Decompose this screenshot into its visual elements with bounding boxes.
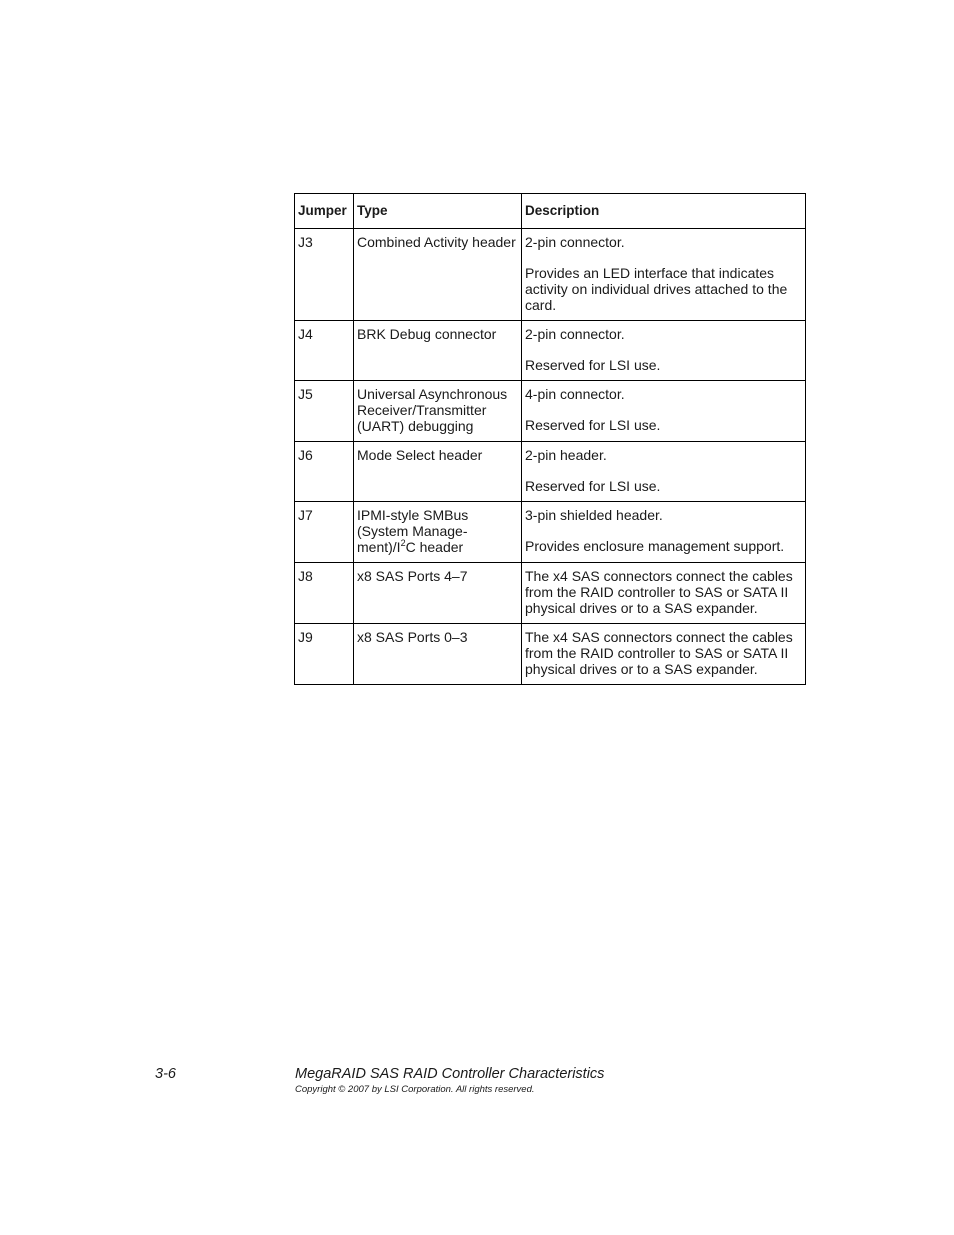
- cell-jumper: J6: [295, 442, 354, 502]
- cell-type: BRK Debug connector: [354, 321, 522, 381]
- cell-description: [522, 563, 806, 624]
- table-row: [295, 321, 806, 381]
- cell-jumper: J9: [295, 624, 354, 685]
- chapter-title: MegaRAID SAS RAID Controller Characteristics: [295, 1066, 605, 1082]
- cell-type: [354, 502, 522, 563]
- description-line: The x4 SAS connectors connect the cables from the RAID controller to SAS or SATA II physical drives or to a SAS expander.: [525, 629, 793, 677]
- cell-type: Mode Select header: [354, 442, 522, 502]
- cell-description: [522, 442, 806, 502]
- table-row: [295, 229, 806, 321]
- description-detail: Provides enclosure management support.: [525, 538, 785, 554]
- table-row: [295, 442, 806, 502]
- cell-jumper: J8: [295, 563, 354, 624]
- description-detail: Reserved for LSI use.: [525, 417, 661, 433]
- description-line: 2-pin connector.: [525, 326, 625, 342]
- cell-description: [522, 229, 806, 321]
- cell-type: x8 SAS Ports 0–3: [354, 624, 522, 685]
- header-type: Type: [354, 194, 522, 229]
- description-line: 2-pin connector.: [525, 234, 625, 250]
- type-line: C header: [405, 539, 464, 555]
- cell-description: [522, 624, 806, 685]
- type-line: IPMI-style SMBus: [357, 507, 469, 523]
- table-row: [295, 502, 806, 563]
- page-number: 3-6: [155, 1066, 176, 1082]
- cell-type: Universal Asynchronous Receiver/Transmitter (UART) debugging: [354, 381, 522, 442]
- description-line: 3-pin shielded header.: [525, 507, 663, 523]
- cell-jumper: J5: [295, 381, 354, 442]
- header-description: Description: [522, 194, 806, 229]
- description-detail: Reserved for LSI use.: [525, 357, 661, 373]
- jumper-table: [294, 193, 806, 685]
- description-line: The x4 SAS connectors connect the cables from the RAID controller to SAS or SATA II physical drives or to a SAS expander.: [525, 568, 793, 616]
- cell-jumper: J7: [295, 502, 354, 563]
- cell-type: x8 SAS Ports 4–7: [354, 563, 522, 624]
- cell-description: [522, 381, 806, 442]
- header-jumper: Jumper: [295, 194, 354, 229]
- type-line: ment)/I: [357, 539, 401, 555]
- table-header-row: [295, 194, 806, 229]
- table-row: [295, 563, 806, 624]
- copyright-notice: Copyright © 2007 by LSI Corporation. All rights reserved.: [295, 1084, 535, 1095]
- table-row: [295, 381, 806, 442]
- description-line: 2-pin header.: [525, 447, 607, 463]
- table-row: [295, 624, 806, 685]
- type-line: (System Manage-: [357, 523, 468, 539]
- cell-jumper: J3: [295, 229, 354, 321]
- description-detail: Reserved for LSI use.: [525, 478, 661, 494]
- cell-jumper: J4: [295, 321, 354, 381]
- description-line: 4-pin connector.: [525, 386, 625, 402]
- cell-description: [522, 321, 806, 381]
- cell-type: Combined Activity header: [354, 229, 522, 321]
- cell-description: [522, 502, 806, 563]
- superscript: 2: [400, 538, 406, 548]
- description-detail: Provides an LED interface that indicates activity on individual drives attached to the card.: [525, 265, 788, 313]
